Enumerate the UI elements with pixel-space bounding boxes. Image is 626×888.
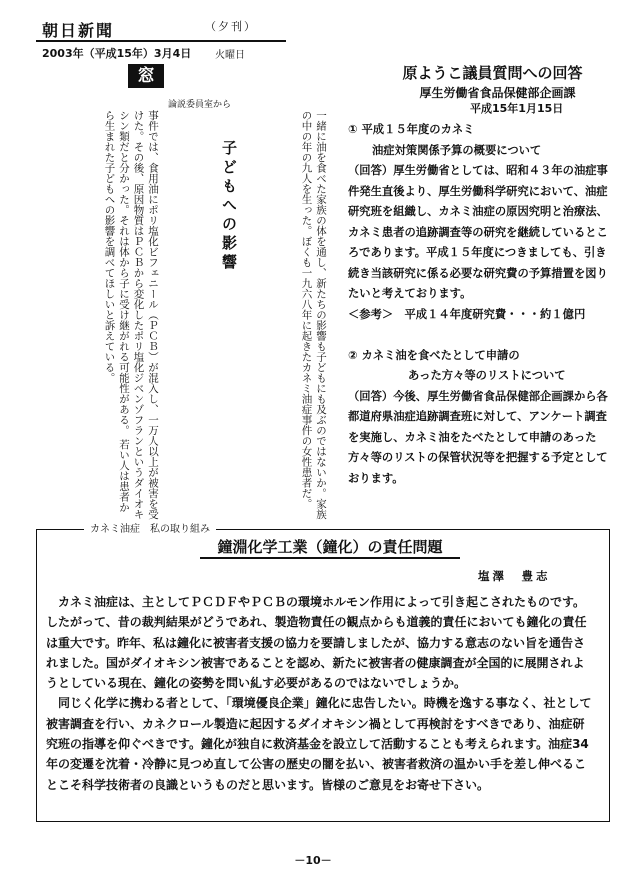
newspaper-edition: （夕刊） — [205, 20, 257, 33]
q1-heading: ① 平成１５年度のカネミ — [348, 123, 475, 136]
article-paragraph-2: 同じく化学に携わる者として、「環境優良企業」鐘化に忠告したい。時機を逸する事なく、社として被害調査を行い、カネクロール製造に起因するダイオキシン禍として再検討をすべきであり、油症研究班の指導を仰ぐべきです。鐘化が独自に救済基金を設立して活動することも考えられます。油症34年の変遷を沈着・冷静に見つめ直して公害の歴史の闇を払い、被害者救済の温かい手を差し伸べることこそ科学技術者の良識というものだと思います。皆様のご意見をお寄せ下さい。 — [46, 696, 592, 792]
article-paragraph-1: カネミ油症は、主としてＰＣＤＦやＰＣＢの環境ホルモン作用によって引き起こされたものです。したがって、昔の裁判結果がどうであれ、製造物責任の観点からも道義的責任においても鐘化の責任は重大です。昨年、私は鐘化に被害者支援の協力を要請しましたが、協力する意志のない旨を通告されました。国がダイオキシン被害であることを認め、新たに被害者の健康調査が全国的に展開されようとしている現在、鐘化の姿勢を問い糺す必要があるのではないでしょうか。 — [46, 595, 587, 691]
q2-subheading: あった方々等のリストについて — [408, 369, 566, 382]
article-body — [46, 592, 592, 795]
q2-answer: （回答）今後、厚生労働省食品保健部企画課から各都道府県油症追跡調査班に対して、アンケート調査を実施し、カネミ油をたべたとして申請のあった方々等のリストの保管状況等を把握する予定としております。 — [348, 389, 608, 485]
article-author: 塩澤 豊志 — [478, 569, 551, 583]
column-text-1: 一緒に油を食べた家族の体を通し、新たちの影響も子どもにも及ぶのではないか。家族の中の年の九人を生った。ぼくも一九六八年に起きたカネミ油症事件の女性患者だ。 — [300, 110, 327, 520]
column-author: 論説委員室から — [168, 100, 232, 110]
answer-dept: 厚生労働省食品保健部企画課 — [419, 86, 576, 100]
answer-date: 平成15年1月15日 — [470, 102, 564, 115]
column-label: 窓 — [128, 64, 164, 88]
article-title: 鐘淵化学工業（鐘化）の責任問題 — [200, 536, 460, 559]
newspaper-masthead — [42, 18, 257, 41]
page-number: －10－ — [294, 854, 332, 867]
q1-reference: ＜参考＞ 平成１４年度研究費・・・約１億円 — [348, 307, 586, 321]
q1-answer: （回答）厚生労働省としては、昭和４３年の油症事件発生直後より、厚生労働科学研究において、油症研究班を組織し、カネミ油症の原因究明と治療法、カネミ患者の追跡調査等の研究を継続しているところであります。平成１５年度につきましても、引き続き当該研究に係る必要な研究費の予算措置を図りたいと考えております。 — [348, 164, 608, 300]
answer-title: 原ようこ議員質問への回答 — [402, 64, 583, 82]
newspaper-weekday: 火曜日 — [215, 50, 245, 61]
q2-heading: ② カネミ油を食べたとして申請の — [348, 348, 520, 362]
newspaper-date: 2003年（平成15年）3月4日 — [42, 47, 192, 60]
answer-body — [348, 120, 616, 489]
newspaper-name: 朝日新聞 — [42, 21, 115, 40]
column-title-area — [160, 110, 236, 520]
column-title: 子どもへの影響 — [220, 140, 238, 273]
column-text-2: 事件では、食用油にポリ塩化ビフェニール（ＰＣＢ）が混入し、一万人以上が被害を受けた。その後、原因物質はＰＣＢから変化したポリ塩化ジベンゾフランというダイオキシン類だと分かった。それは体から子に受け継がれる可能性がある。 若い人は患者から生まれた子どもへの影響を調べてほしいと訴えている。 — [103, 110, 159, 520]
q1-subheading: 油症対策関係予算の概要について — [372, 143, 542, 157]
masthead-rule — [36, 40, 286, 42]
article-tag: カネミ油症 私の取り組み — [84, 520, 216, 535]
